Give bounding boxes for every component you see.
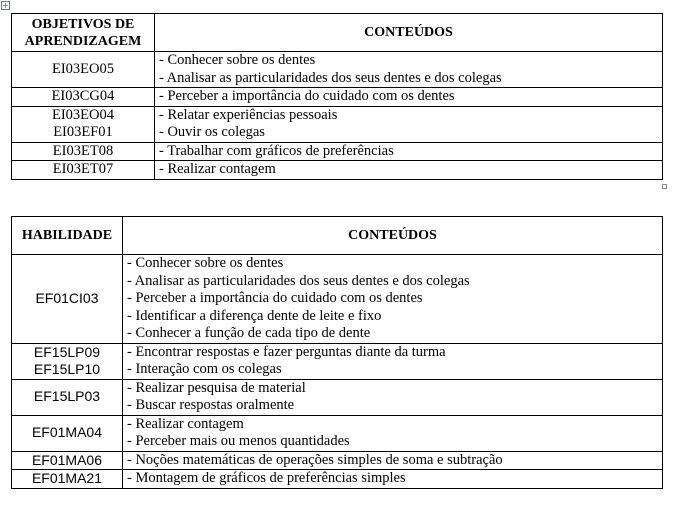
table-row <box>12 379 663 415</box>
column-header-skill: HABILIDADE <box>12 217 123 255</box>
content-item: - Realizar contagem <box>159 161 276 177</box>
table-resize-handle-icon[interactable] <box>662 184 667 189</box>
table-row <box>12 88 663 107</box>
skills-table <box>11 216 663 489</box>
skill-code-cell <box>12 52 155 88</box>
skill-code: EI03ET08 <box>52 142 114 159</box>
content-item: - Realizar pesquisa de material <box>127 379 306 396</box>
table-header-row <box>12 217 663 255</box>
content-item: - Interação com os colegas <box>127 361 282 377</box>
skill-code: EI03CG04 <box>51 88 115 104</box>
skill-code: EF01MA06 <box>31 451 103 468</box>
table-row <box>12 470 663 489</box>
content-item: - Perceber mais ou menos quantidades <box>127 433 350 449</box>
content-item: - Ouvir os colegas <box>159 124 265 140</box>
skill-code-cell <box>12 343 123 379</box>
content-item: - Identificar a diferença dente de leite e fixo <box>127 307 382 324</box>
table-move-handle-icon[interactable]: + <box>2 1 9 10</box>
table-row <box>12 255 663 344</box>
table-row <box>12 106 663 142</box>
table-body <box>12 52 663 180</box>
table-row <box>12 415 663 451</box>
skill-code: EF15LP09 <box>33 343 101 360</box>
skill-code: EI03EO05 <box>51 60 114 77</box>
column-header-contents: CONTEÚDOS <box>155 14 663 52</box>
contents-cell <box>155 88 663 107</box>
skill-code: EF15LP03 <box>33 388 101 405</box>
skill-code-cell <box>12 106 155 142</box>
content-item: - Conhecer sobre os dentes <box>159 52 316 68</box>
skill-code-cell <box>12 161 155 180</box>
table-body <box>12 255 663 489</box>
skill-code: EF15LP10 <box>33 361 101 377</box>
column-header-contents: CONTEÚDOS <box>123 217 663 255</box>
skill-code: EF01CI03 <box>35 290 99 306</box>
table-row <box>12 52 663 88</box>
table-header-row <box>12 14 663 52</box>
content-item: - Buscar respostas oralmente <box>127 397 295 413</box>
contents-cell <box>155 142 663 161</box>
content-item: - Trabalhar com gráficos de preferências <box>159 142 394 159</box>
content-item: - Encontrar respostas e fazer perguntas diante da turma <box>127 343 446 360</box>
skill-code: EI03EF01 <box>53 124 113 140</box>
content-item: - Analisar as particularidades dos seus dentes e dos colegas <box>159 69 502 86</box>
learning-objectives-table <box>11 13 663 180</box>
table-row <box>12 161 663 180</box>
contents-cell <box>155 52 663 88</box>
content-item: - Perceber a importância do cuidado com os dentes <box>127 290 423 306</box>
column-header-objectives: OBJETIVOS DE APRENDIZAGEM <box>12 14 155 52</box>
content-item: - Analisar as particularidades dos seus dentes e dos colegas <box>127 272 470 289</box>
table-row <box>12 142 663 161</box>
skill-code-cell <box>12 379 123 415</box>
skill-code: EF01MA21 <box>31 470 103 486</box>
skill-code: EI03ET07 <box>52 161 114 177</box>
skill-code-cell <box>12 451 123 470</box>
skill-code-cell <box>12 470 123 489</box>
contents-cell <box>155 106 663 142</box>
contents-cell <box>123 451 663 470</box>
content-item: - Realizar contagem <box>127 415 244 432</box>
content-item: - Perceber a importância do cuidado com os dentes <box>159 88 455 104</box>
content-item: - Conhecer a função de cada tipo de dente <box>127 325 371 341</box>
skill-code-cell <box>12 415 123 451</box>
table-row <box>12 451 663 470</box>
content-item: - Conhecer sobre os dentes <box>127 255 284 271</box>
contents-cell <box>155 161 663 180</box>
contents-cell <box>123 379 663 415</box>
skill-code: EI03EO04 <box>51 106 114 123</box>
content-item: - Relatar experiências pessoais <box>159 106 338 123</box>
contents-cell <box>123 343 663 379</box>
content-item: - Montagem de gráficos de preferências simples <box>127 470 406 486</box>
skill-code-cell <box>12 88 155 107</box>
skill-code: EF01MA04 <box>31 424 103 441</box>
table-row <box>12 343 663 379</box>
contents-cell <box>123 415 663 451</box>
contents-cell <box>123 255 663 344</box>
skill-code-cell <box>12 142 155 161</box>
skill-code-cell <box>12 255 123 344</box>
contents-cell <box>123 470 663 489</box>
content-item: - Noções matemáticas de operações simples de soma e subtração <box>127 451 503 468</box>
